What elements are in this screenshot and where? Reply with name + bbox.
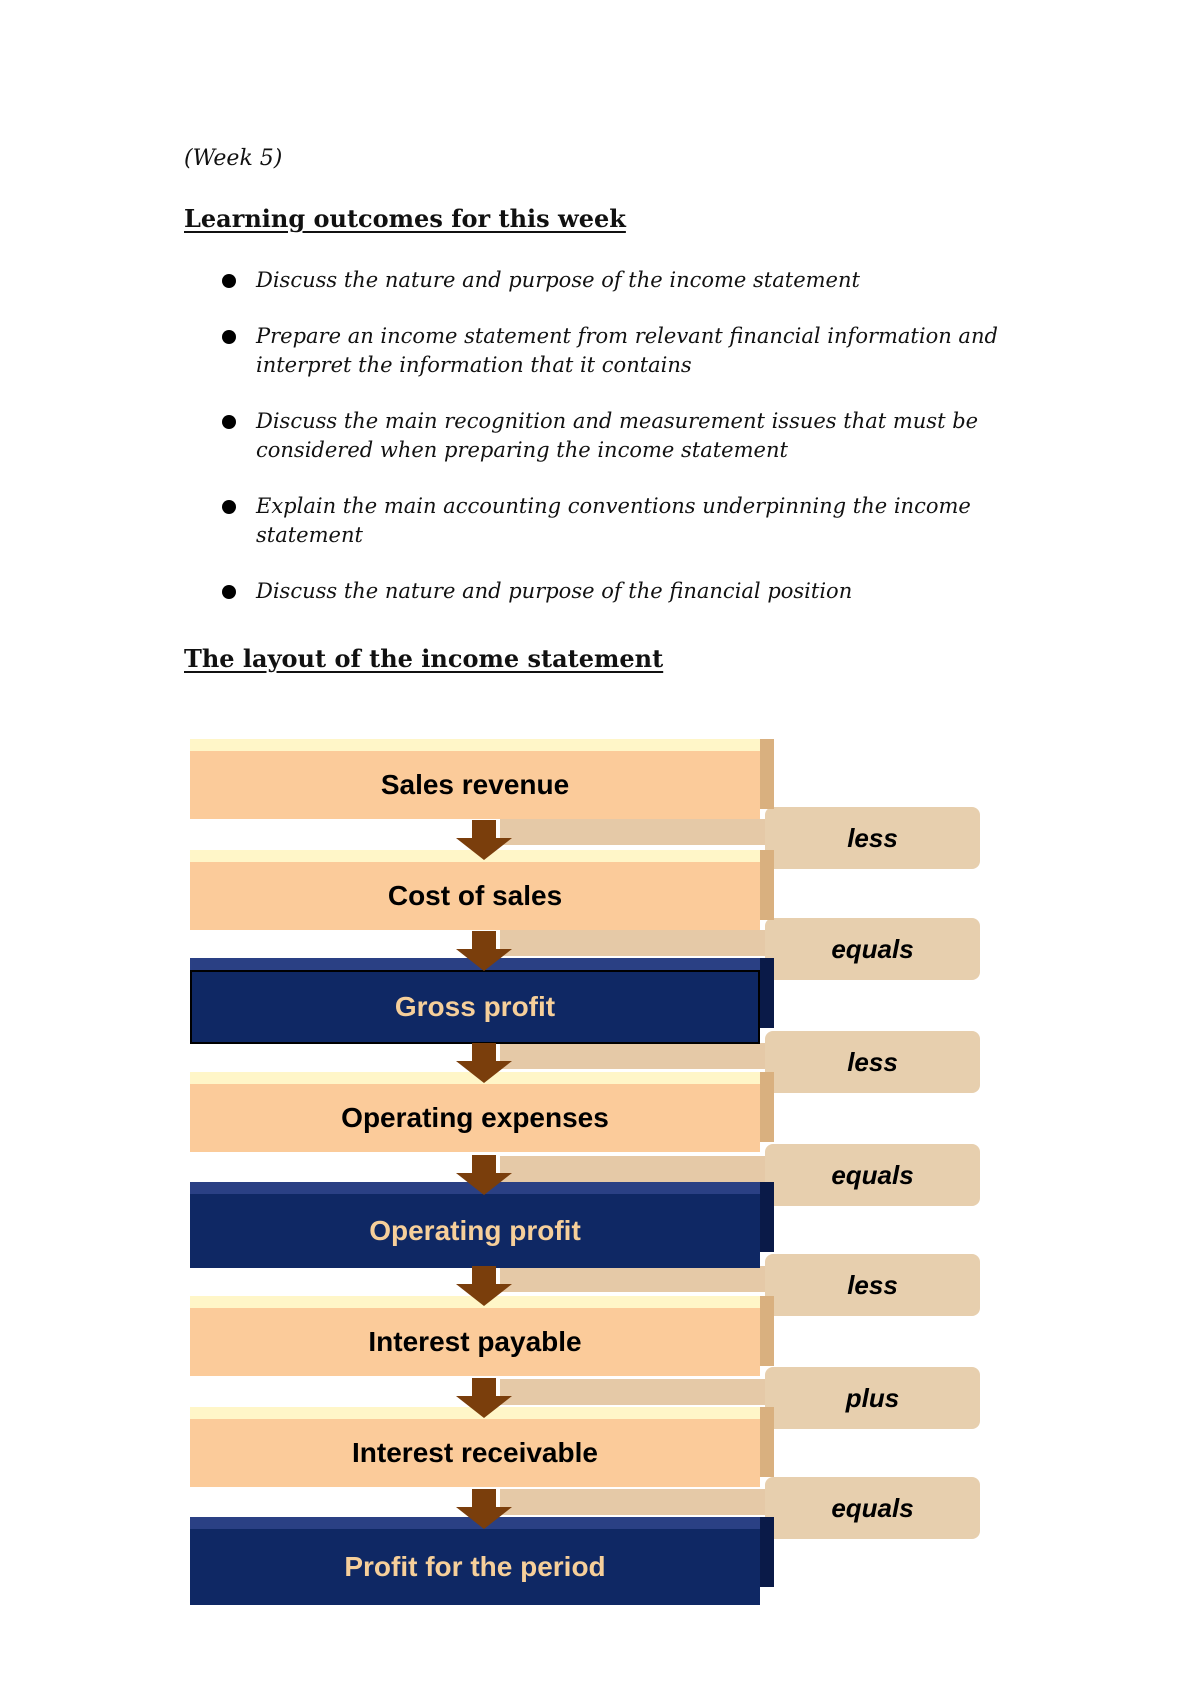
box-side-face bbox=[760, 1072, 774, 1142]
down-arrow-icon bbox=[456, 1266, 512, 1306]
connector-band bbox=[500, 930, 790, 956]
down-arrow-icon bbox=[456, 1155, 512, 1195]
connector-band bbox=[500, 1156, 790, 1182]
outcome-text: Explain the main accounting conventions underpinning the income statement bbox=[256, 494, 971, 547]
income-statement-layout-heading: The layout of the income statement bbox=[184, 644, 664, 673]
connector-band bbox=[500, 1379, 790, 1405]
operator-less: less bbox=[765, 807, 980, 869]
box-top-face bbox=[190, 739, 770, 751]
step-operating-profit: Operating profit bbox=[190, 1194, 760, 1268]
operator-plus: plus bbox=[765, 1367, 980, 1429]
outcome-text: Prepare an income statement from relevant financial information and interpret the information that it contains bbox=[256, 324, 998, 377]
box-side-face bbox=[760, 1517, 774, 1587]
box-side-face bbox=[760, 850, 774, 920]
step-interest-receivable: Interest receivable bbox=[190, 1419, 760, 1487]
down-arrow-icon bbox=[456, 1378, 512, 1418]
down-arrow-icon bbox=[456, 1043, 512, 1083]
operator-less: less bbox=[765, 1254, 980, 1316]
step-sales-revenue: Sales revenue bbox=[190, 751, 760, 819]
step-interest-payable: Interest payable bbox=[190, 1308, 760, 1376]
connector-band bbox=[500, 1043, 790, 1069]
operator-less: less bbox=[765, 1031, 980, 1093]
step-profit-for-the-period: Profit for the period bbox=[190, 1529, 760, 1605]
outcome-text: Discuss the nature and purpose of the financial position bbox=[256, 579, 853, 603]
box-side-face bbox=[760, 1407, 774, 1477]
step-cost-of-sales: Cost of sales bbox=[190, 862, 760, 930]
box-side-face bbox=[760, 1182, 774, 1252]
learning-outcomes-heading: Learning outcomes for this week bbox=[184, 204, 626, 233]
connector-band bbox=[500, 1266, 790, 1292]
connector-band bbox=[500, 819, 790, 845]
outcome-text: Discuss the nature and purpose of the income statement bbox=[256, 268, 860, 292]
step-operating-expenses: Operating expenses bbox=[190, 1084, 760, 1152]
down-arrow-icon bbox=[456, 931, 512, 971]
operator-equals: equals bbox=[765, 1477, 980, 1539]
connector-band bbox=[500, 1489, 790, 1515]
week-label: (Week 5) bbox=[184, 146, 283, 171]
down-arrow-icon bbox=[456, 820, 512, 860]
down-arrow-icon bbox=[456, 1489, 512, 1529]
operator-equals: equals bbox=[765, 918, 980, 980]
step-gross-profit: Gross profit bbox=[190, 970, 760, 1044]
outcome-text: Discuss the main recognition and measurement issues that must be considered when preparing the income statement bbox=[256, 409, 979, 462]
box-side-face bbox=[760, 958, 774, 1028]
operator-equals: equals bbox=[765, 1144, 980, 1206]
box-side-face bbox=[760, 1296, 774, 1366]
box-side-face bbox=[760, 739, 774, 809]
